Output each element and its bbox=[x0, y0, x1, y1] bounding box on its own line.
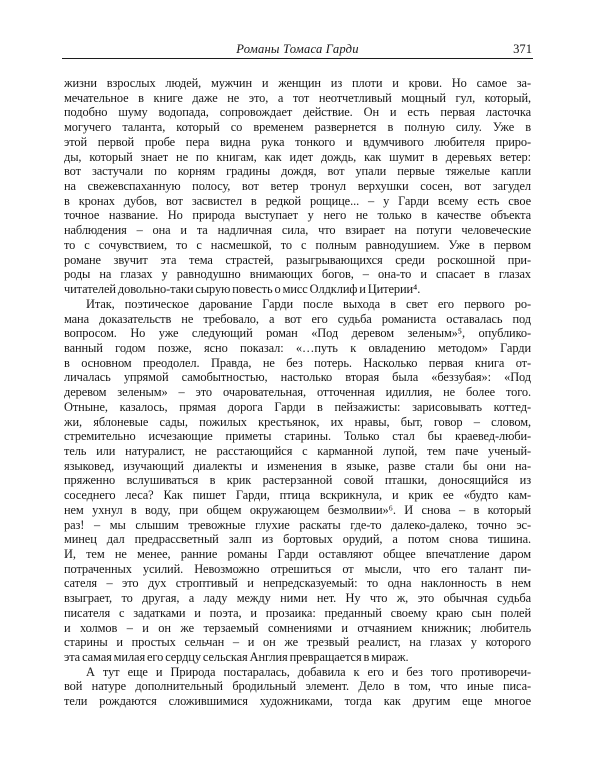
text-line: жизни взрослых людей, мужчин и женщин из плоти и крови. Но самое за- bbox=[64, 76, 531, 90]
text-line: этой первой пробе пера видна рука тонкого и вдумчивого любителя приро- bbox=[64, 134, 531, 149]
text-line: минец дал предрассветный залп из бортовых орудий, а потом снова тишина. bbox=[64, 532, 531, 547]
text-line: читателей довольно-таки сырую повесть о мисс Олдклиф и Цитерии⁴. bbox=[64, 282, 421, 297]
text-line: соседнего леса? Как пишет Гарди, птица вскрикнула, и крик ее «будто кам- bbox=[64, 488, 531, 503]
text-line: вот застучали по корням градины дождя, вот упали первые тяжелые капли bbox=[64, 164, 531, 179]
running-header bbox=[62, 41, 533, 57]
text-line: жи, яблоневые сады, пожилых крестьянок, их нравы, быт, говор – словом, bbox=[64, 414, 531, 429]
text-line: подобно шуму водопада, сопровождает действие. Он и есть первая ласточка bbox=[64, 105, 531, 120]
text-line: могучего таланта, который со временем развернется в полную силу. Уже в bbox=[64, 120, 531, 135]
text-line: то с сочувствием, то с насмешкой, то с полным равнодушием. Уже в первом bbox=[64, 237, 531, 252]
text-line: в основном преодолел. Правда, не без потерь. Насколько первая книга от- bbox=[64, 355, 531, 370]
text-line: потраченных усилий. Невозможно отрешиться от мысли, что его талант пи- bbox=[64, 561, 531, 576]
text-line: вопросом. Но уже следующий роман «Под деревом зеленым»⁵, опублико- bbox=[64, 326, 531, 341]
text-line: старины и простых сельчан – и он же трезвый реалист, на глазах у которого bbox=[64, 635, 531, 650]
text-line: в кронах дубов, вот засвистел в редкой рощице... – у Гарди всему есть свое bbox=[64, 193, 531, 208]
running-title: Романы Томаса Гарди bbox=[236, 42, 359, 56]
text-line: нем ухнул в воду, при общем окружающем безмолвии»⁶. И снова – в который bbox=[64, 502, 531, 517]
text-line: роды на глазах у равнодушно внимающих богов, – она-то и спасает в глазах bbox=[64, 267, 531, 282]
text-line: точное название. Но природа выступает у него не только в качестве объекта bbox=[64, 208, 531, 223]
text-line: ванный годом позже, ясно показал: «…путь к овладению методом» Гарди bbox=[64, 340, 531, 355]
text-line: эта самая милая его сердцу сельская Англия превращается в мираж. bbox=[64, 650, 409, 665]
text-line: взыграет, то другая, а ладу между ними нет. Ну что ж, это обычная судьба bbox=[64, 591, 531, 606]
text-line: тель или натуралист, не расстающийся с карманной лупой, тем паче ученый- bbox=[64, 443, 531, 458]
text-line: тели рождаются сложившимися художниками, тогда как другим еще многое bbox=[64, 694, 531, 709]
text-line: пряженно вслушиваться в крик растерзанной совой пташки, доносящийся из bbox=[64, 473, 531, 488]
text-line: вой натуре дополнительный бродильный элемент. Дело в том, что иные писа- bbox=[64, 679, 531, 694]
text-line: наблюдения – она и та надличная сила, что взирает на потуги человеческие bbox=[64, 223, 531, 238]
text-line: мана доказательств не требовало, а вот его судьба романиста оставалась под bbox=[64, 311, 531, 326]
text-line: на свежевспаханную полосу, вот ветер тронул верхушки сосен, вот загудел bbox=[64, 179, 531, 194]
page-body bbox=[64, 76, 531, 709]
text-line: Отныне, казалось, прямая дорога Гарди в пейзажисты: зарисовывать коттед- bbox=[64, 399, 531, 414]
text-line: романе звучит эта тема страстей, разыгрывающихся среди роскошной при- bbox=[64, 252, 531, 267]
text-line: Итак, поэтическое дарование Гарди после выхода в свет его первого ро- bbox=[86, 296, 531, 311]
page-number: 371 bbox=[513, 42, 532, 56]
text-line: сателя – это дух строптивый и непредсказуемый: то одна наклонность в нем bbox=[64, 576, 531, 591]
text-line: И, тем не менее, ранние романы Гарди оставляют общее впечатление даром bbox=[64, 547, 531, 561]
text-line: личалась упрямой самобытностью, настолько вторая была «беззубая»: «Под bbox=[64, 370, 531, 385]
text-line: А тут еще и Природа постаралась, добавила к его и без того противоречи- bbox=[86, 664, 531, 679]
text-line: ды, который знает не по книгам, как идет дождь, как шумит в деревьях ветер: bbox=[64, 149, 531, 164]
header-rule bbox=[62, 58, 533, 59]
text-line: писателя с задатками и поэта, и прозаика: преданный своему краю сын полей bbox=[64, 605, 531, 620]
text-line: деревом зеленым» – это очаровательная, отточенная идиллия, не более того. bbox=[64, 385, 531, 400]
text-line: мечательное в книге даже не это, а тот неотчетливый мощный гул, который, bbox=[64, 90, 531, 105]
text-line: языковед, изучающий диалекты и изменения в языке, разве стали бы они на- bbox=[64, 458, 531, 473]
text-line: раз! – мы слышим тревожные глухие раскаты где-то далеко-далеко, точно эс- bbox=[64, 517, 531, 532]
text-line: и холмов – и он же терзаемый сомнениями и отчаянием книжник; любитель bbox=[64, 620, 531, 635]
text-line: стремительно исчезающие приметы старины. Только стал бы краевед-люби- bbox=[64, 429, 531, 444]
